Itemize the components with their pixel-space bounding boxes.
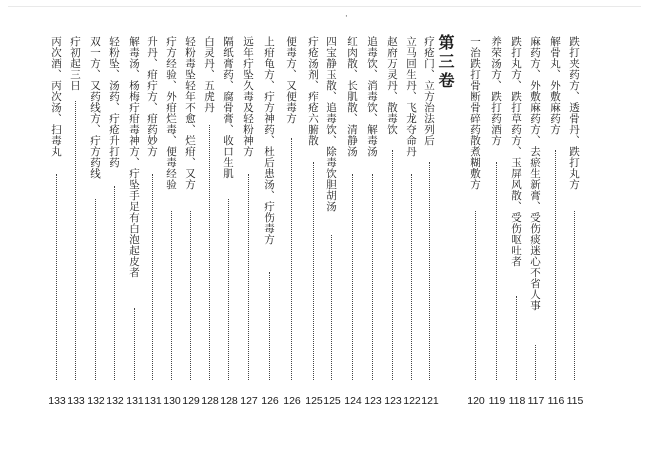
page-number: 118	[508, 395, 526, 407]
toc-entry: 麻药方、外敷麻药方、去瘀生新膏、受伤痰迷心不省人事	[529, 36, 541, 311]
page-number: 119	[488, 395, 506, 407]
toc-entry: 疔方经验、外疳烂毒、便毒经验	[165, 36, 177, 190]
leader-dots	[75, 101, 76, 380]
leader-dots	[56, 174, 57, 380]
toc-entry: 追毒饮、消毒饮、解毒汤	[366, 36, 378, 157]
leader-dots	[171, 211, 172, 380]
leader-dots	[291, 138, 292, 380]
toc-entry: 四宝静玉散、追毒饮、除毒饮胆胡汤	[325, 36, 337, 212]
leader-dots	[516, 296, 517, 380]
page-number: 125	[323, 395, 341, 407]
page-number: 116	[547, 395, 565, 407]
leader-dots	[269, 272, 270, 380]
leader-dots	[331, 235, 332, 380]
page-number: 124	[344, 395, 362, 407]
page-number: 125	[305, 395, 323, 407]
toc-entry: 升丹、疳疔方、疳药妙方	[146, 36, 158, 157]
toc-entry: 一治跌打骨断骨碎药散煮糊敷方	[469, 36, 481, 190]
page-number: 123	[364, 395, 382, 407]
page-number: 128	[201, 395, 219, 407]
leader-dots	[95, 199, 96, 380]
toc-entry: 轻粉坠、汤药、疔疮升打药	[108, 36, 120, 168]
leader-dots	[496, 162, 497, 380]
leader-dots	[209, 125, 210, 380]
leader-dots	[429, 162, 430, 380]
section-title: 第三卷	[436, 34, 455, 91]
toc-entry: 白灵丹、五虎丹	[203, 36, 215, 113]
page-number: 132	[87, 395, 105, 407]
page-number: 130	[163, 395, 181, 407]
page-number: 126	[261, 395, 279, 407]
toc-entry: 轻粉毒坠轻年不愈、烂疳、又方	[184, 36, 196, 190]
page-number: 126	[283, 395, 301, 407]
toc-entry: 解骨丸、外敷麻药方	[549, 36, 561, 135]
page-number: 121	[421, 395, 439, 407]
page-number: 127	[240, 395, 258, 407]
toc-entry: 疔初起三日	[69, 36, 81, 91]
page-number: 115	[566, 395, 584, 407]
toc-entry: 跌打丸方、跌打草药方、玉屏风散、受伤呕吐者	[510, 36, 522, 267]
leader-dots	[411, 174, 412, 380]
leader-dots	[475, 211, 476, 380]
leader-dots	[555, 150, 556, 380]
toc-entry: 远年疔坠久毒及轻粉神方	[242, 36, 254, 157]
page-number: 123	[384, 395, 402, 407]
page-number: 133	[48, 395, 66, 407]
leader-dots	[228, 199, 229, 380]
page-number: 131	[126, 395, 144, 407]
page-number: 128	[220, 395, 238, 407]
toc-entry: 疔疮汤剂、痄疮六腑散	[307, 36, 319, 146]
toc-entry: 便毒方、又便毒方	[285, 36, 297, 124]
leader-dots	[190, 211, 191, 380]
leader-dots	[134, 308, 135, 380]
leader-dots	[392, 150, 393, 380]
leader-dots	[114, 186, 115, 380]
page-number: 133	[67, 395, 85, 407]
page-number: 122	[403, 395, 421, 407]
toc-entry: 跌打夹药方、透骨丹、跌打丸方	[568, 36, 580, 190]
toc-entry: 双一方、又药线方、疔方药线	[89, 36, 101, 179]
page-number: 129	[182, 395, 200, 407]
toc-entry: 上疳龟方、疔方神药、杜后患汤、疔伤毒方	[263, 36, 275, 245]
page-number: 132	[106, 395, 124, 407]
page-number: 117	[527, 395, 545, 407]
scan-edge	[8, 6, 641, 7]
leader-dots	[352, 174, 353, 380]
toc-entry: 赵府万灵丹、散毒饮	[386, 36, 398, 135]
page-number: 131	[144, 395, 162, 407]
leader-dots	[248, 174, 249, 380]
leader-dots	[152, 174, 153, 380]
toc-entry: 立马回生丹、飞龙夺命丹	[405, 36, 417, 157]
toc-entry: 养荣汤方、跌打药酒方	[490, 36, 502, 146]
leader-dots	[313, 162, 314, 380]
top-mark: ·	[345, 12, 348, 22]
page-number: 120	[467, 395, 485, 407]
toc-entry: 隔纸膏药、腐骨膏、收口生肌	[222, 36, 234, 179]
toc-entry: 疗疮门、立方治法列后	[423, 36, 435, 146]
toc-entry: 丙次酒、丙次汤、扫毒丸	[50, 36, 62, 157]
toc-entry: 红肉散、长肌散、清静汤	[346, 36, 358, 157]
leader-dots	[574, 211, 575, 380]
toc-entry: 解毒汤、杨梅疔疳毒神方、疔坠手足有白泡起皮者	[128, 36, 140, 278]
leader-dots	[372, 174, 373, 380]
leader-dots	[535, 345, 536, 380]
